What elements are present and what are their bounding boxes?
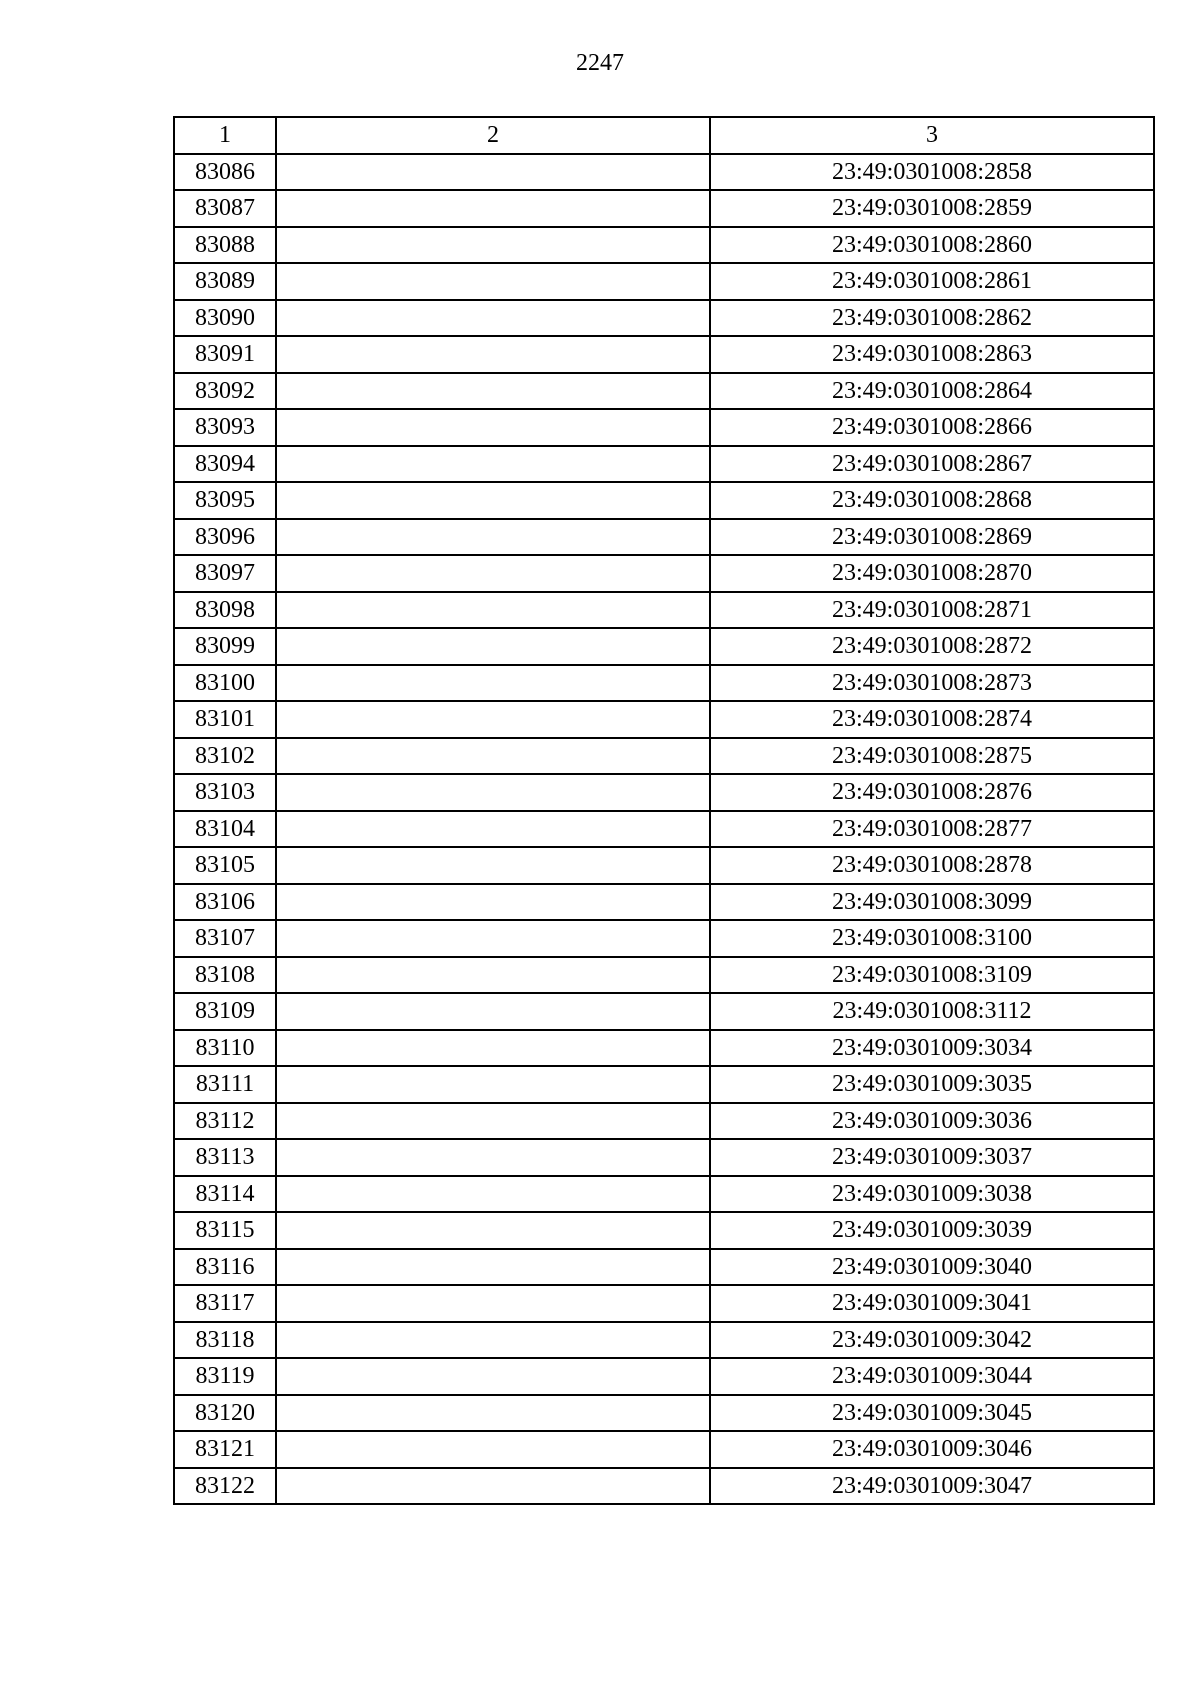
row-number-cell: 83097 xyxy=(174,555,276,592)
cadastral-number-cell: 23:49:0301008:2868 xyxy=(710,482,1154,519)
table-row xyxy=(174,482,1154,519)
description-cell xyxy=(276,993,710,1030)
row-number-cell: 83098 xyxy=(174,592,276,629)
row-number-cell: 83103 xyxy=(174,774,276,811)
description-cell xyxy=(276,154,710,191)
table-row xyxy=(174,1358,1154,1395)
row-number-cell: 83096 xyxy=(174,519,276,556)
cadastral-number-cell: 23:49:0301008:2864 xyxy=(710,373,1154,410)
table-row xyxy=(174,1103,1154,1140)
cadastral-number-cell: 23:49:0301008:2863 xyxy=(710,336,1154,373)
description-cell xyxy=(276,701,710,738)
table-row xyxy=(174,263,1154,300)
table-row xyxy=(174,1176,1154,1213)
row-number-cell: 83115 xyxy=(174,1212,276,1249)
row-number-cell: 83119 xyxy=(174,1358,276,1395)
table-row xyxy=(174,1030,1154,1067)
cadastral-number-cell: 23:49:0301008:2874 xyxy=(710,701,1154,738)
table-row xyxy=(174,1249,1154,1286)
table-row xyxy=(174,1066,1154,1103)
description-cell xyxy=(276,957,710,994)
table-row xyxy=(174,555,1154,592)
cadastral-number-cell: 23:49:0301009:3040 xyxy=(710,1249,1154,1286)
description-cell xyxy=(276,1322,710,1359)
row-number-cell: 83106 xyxy=(174,884,276,921)
cadastral-number-cell: 23:49:0301008:2877 xyxy=(710,811,1154,848)
page-number: 2247 xyxy=(576,50,624,76)
description-cell xyxy=(276,519,710,556)
row-number-cell: 83086 xyxy=(174,154,276,191)
row-number-cell: 83087 xyxy=(174,190,276,227)
table-row xyxy=(174,1212,1154,1249)
description-cell xyxy=(276,1358,710,1395)
cadastral-number-cell: 23:49:0301009:3044 xyxy=(710,1358,1154,1395)
description-cell xyxy=(276,373,710,410)
table-row xyxy=(174,920,1154,957)
description-cell xyxy=(276,409,710,446)
cadastral-number-cell: 23:49:0301008:2858 xyxy=(710,154,1154,191)
table-row xyxy=(174,811,1154,848)
description-cell xyxy=(276,1103,710,1140)
row-number-cell: 83095 xyxy=(174,482,276,519)
description-cell xyxy=(276,1212,710,1249)
description-cell xyxy=(276,847,710,884)
table-row xyxy=(174,1395,1154,1432)
cadastral-number-cell: 23:49:0301008:2859 xyxy=(710,190,1154,227)
table-row xyxy=(174,847,1154,884)
row-number-cell: 83088 xyxy=(174,227,276,264)
table-row xyxy=(174,592,1154,629)
column-header-3: 3 xyxy=(710,117,1154,154)
row-number-cell: 83107 xyxy=(174,920,276,957)
cadastral-number-cell: 23:49:0301009:3038 xyxy=(710,1176,1154,1213)
table-row xyxy=(174,701,1154,738)
cadastral-number-cell: 23:49:0301008:2875 xyxy=(710,738,1154,775)
description-cell xyxy=(276,555,710,592)
row-number-cell: 83118 xyxy=(174,1322,276,1359)
row-number-cell: 83105 xyxy=(174,847,276,884)
row-number-cell: 83092 xyxy=(174,373,276,410)
cadastral-number-cell: 23:49:0301008:2861 xyxy=(710,263,1154,300)
cadastral-number-cell: 23:49:0301009:3045 xyxy=(710,1395,1154,1432)
description-cell xyxy=(276,774,710,811)
cadastral-number-cell: 23:49:0301009:3039 xyxy=(710,1212,1154,1249)
row-number-cell: 83104 xyxy=(174,811,276,848)
description-cell xyxy=(276,1285,710,1322)
row-number-cell: 83093 xyxy=(174,409,276,446)
table-row xyxy=(174,446,1154,483)
table-body xyxy=(174,154,1154,1505)
row-number-cell: 83090 xyxy=(174,300,276,337)
table-row xyxy=(174,884,1154,921)
description-cell xyxy=(276,628,710,665)
cadastral-number-cell: 23:49:0301009:3034 xyxy=(710,1030,1154,1067)
table-row xyxy=(174,373,1154,410)
description-cell xyxy=(276,1176,710,1213)
table-row xyxy=(174,738,1154,775)
description-cell xyxy=(276,811,710,848)
description-cell xyxy=(276,190,710,227)
table-row xyxy=(174,774,1154,811)
row-number-cell: 83117 xyxy=(174,1285,276,1322)
cadastral-table xyxy=(173,116,1155,1505)
cadastral-number-cell: 23:49:0301008:2872 xyxy=(710,628,1154,665)
cadastral-number-cell: 23:49:0301008:3109 xyxy=(710,957,1154,994)
description-cell xyxy=(276,1139,710,1176)
row-number-cell: 83113 xyxy=(174,1139,276,1176)
column-header-1: 1 xyxy=(174,117,276,154)
row-number-cell: 83121 xyxy=(174,1431,276,1468)
description-cell xyxy=(276,227,710,264)
cadastral-number-cell: 23:49:0301008:2873 xyxy=(710,665,1154,702)
table-row xyxy=(174,227,1154,264)
cadastral-number-cell: 23:49:0301008:2878 xyxy=(710,847,1154,884)
table-row xyxy=(174,957,1154,994)
description-cell xyxy=(276,300,710,337)
table-row xyxy=(174,409,1154,446)
table-row xyxy=(174,1322,1154,1359)
row-number-cell: 83091 xyxy=(174,336,276,373)
cadastral-number-cell: 23:49:0301008:2870 xyxy=(710,555,1154,592)
cadastral-number-cell: 23:49:0301008:2876 xyxy=(710,774,1154,811)
description-cell xyxy=(276,336,710,373)
row-number-cell: 83099 xyxy=(174,628,276,665)
column-header-2: 2 xyxy=(276,117,710,154)
row-number-cell: 83111 xyxy=(174,1066,276,1103)
description-cell xyxy=(276,482,710,519)
row-number-cell: 83120 xyxy=(174,1395,276,1432)
description-cell xyxy=(276,1395,710,1432)
table-header xyxy=(174,117,1154,154)
row-number-cell: 83109 xyxy=(174,993,276,1030)
table-row xyxy=(174,336,1154,373)
cadastral-number-cell: 23:49:0301008:2869 xyxy=(710,519,1154,556)
description-cell xyxy=(276,1066,710,1103)
row-number-cell: 83122 xyxy=(174,1468,276,1505)
description-cell xyxy=(276,1249,710,1286)
description-cell xyxy=(276,884,710,921)
cadastral-number-cell: 23:49:0301009:3046 xyxy=(710,1431,1154,1468)
cadastral-number-cell: 23:49:0301008:2862 xyxy=(710,300,1154,337)
description-cell xyxy=(276,263,710,300)
description-cell xyxy=(276,1030,710,1067)
row-number-cell: 83116 xyxy=(174,1249,276,1286)
table-row xyxy=(174,519,1154,556)
description-cell xyxy=(276,592,710,629)
row-number-cell: 83108 xyxy=(174,957,276,994)
cadastral-number-cell: 23:49:0301008:2867 xyxy=(710,446,1154,483)
cadastral-number-cell: 23:49:0301009:3037 xyxy=(710,1139,1154,1176)
table-row xyxy=(174,665,1154,702)
cadastral-number-cell: 23:49:0301008:2866 xyxy=(710,409,1154,446)
row-number-cell: 83114 xyxy=(174,1176,276,1213)
row-number-cell: 83112 xyxy=(174,1103,276,1140)
table-row xyxy=(174,190,1154,227)
table-row xyxy=(174,1468,1154,1505)
cadastral-number-cell: 23:49:0301009:3047 xyxy=(710,1468,1154,1505)
table-row xyxy=(174,628,1154,665)
description-cell xyxy=(276,1431,710,1468)
description-cell xyxy=(276,920,710,957)
cadastral-number-cell: 23:49:0301009:3035 xyxy=(710,1066,1154,1103)
cadastral-number-cell: 23:49:0301009:3036 xyxy=(710,1103,1154,1140)
row-number-cell: 83094 xyxy=(174,446,276,483)
header-row xyxy=(174,117,1154,154)
cadastral-number-cell: 23:49:0301009:3042 xyxy=(710,1322,1154,1359)
cadastral-number-cell: 23:49:0301008:2860 xyxy=(710,227,1154,264)
row-number-cell: 83100 xyxy=(174,665,276,702)
cadastral-number-cell: 23:49:0301008:3099 xyxy=(710,884,1154,921)
description-cell xyxy=(276,1468,710,1505)
table-row xyxy=(174,1431,1154,1468)
cadastral-number-cell: 23:49:0301008:2871 xyxy=(710,592,1154,629)
cadastral-number-cell: 23:49:0301008:3100 xyxy=(710,920,1154,957)
row-number-cell: 83101 xyxy=(174,701,276,738)
table-row xyxy=(174,300,1154,337)
description-cell xyxy=(276,738,710,775)
row-number-cell: 83102 xyxy=(174,738,276,775)
table-row xyxy=(174,154,1154,191)
table-row xyxy=(174,1139,1154,1176)
row-number-cell: 83089 xyxy=(174,263,276,300)
cadastral-number-cell: 23:49:0301009:3041 xyxy=(710,1285,1154,1322)
table-row xyxy=(174,1285,1154,1322)
description-cell xyxy=(276,446,710,483)
description-cell xyxy=(276,665,710,702)
cadastral-number-cell: 23:49:0301008:3112 xyxy=(710,993,1154,1030)
row-number-cell: 83110 xyxy=(174,1030,276,1067)
table-row xyxy=(174,993,1154,1030)
